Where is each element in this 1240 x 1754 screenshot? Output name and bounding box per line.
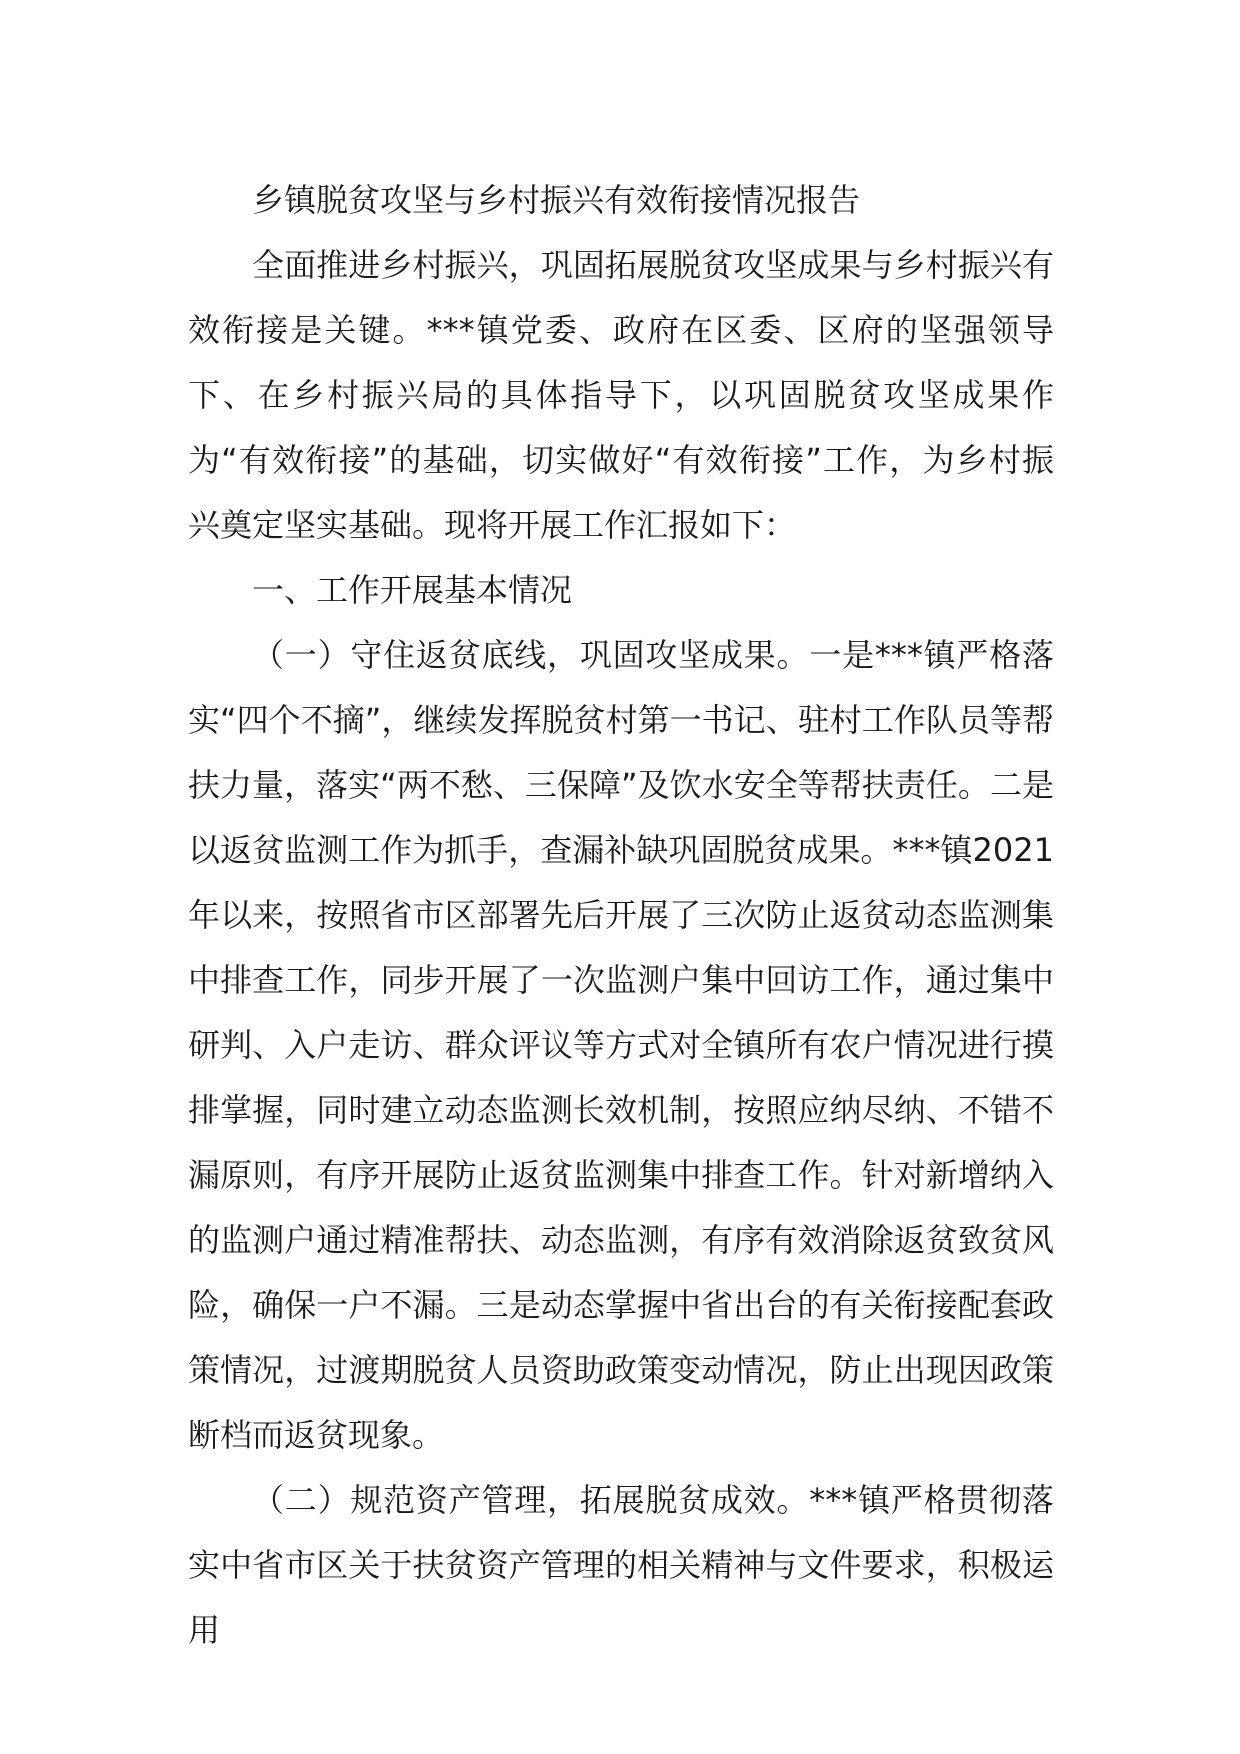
section-heading: 一、工作开展基本情况 — [252, 571, 573, 609]
paragraph-section-2: （二）规范资产管理，拓展脱贫成效。***镇严格贯彻落实中省市区关于扶贫资产管理的相关精神与文件要求，积极运用 — [188, 1481, 1054, 1649]
paragraph-intro: 全面推进乡村振兴，巩固拓展脱贫攻坚成果与乡村振兴有效衔接是关键。***镇党委、政府在区委、区府的坚强领导下、在乡村振兴局的具体指导下，以巩固脱贫攻坚成果作为“有效衔接”的基础，切实做好“有效衔接”工作，为乡村振兴奠定坚实基础。现将开展工作汇报如下： — [188, 246, 1054, 544]
paragraph-section-1: （一）守住返贫底线，巩固攻坚成果。一是***镇严格落实“四个不摘”，继续发挥脱贫村第一书记、驻村工作队员等帮扶力量，落实“两不愁、三保障”及饮水安全等帮扶责任。二是以返贫监测工作为抓手，查漏补缺巩固脱贫成果。***镇2021年以来，按照省市区部署先后开展了三次防止返贫动态监测集中排查工作，同步开展了一次监测户集中回访工作，通过集中研判、入户走访、群众评议等方式对全镇所有农户情况进行摸排掌握，同时建立动态监测长效机制，按照应纳尽纳、不错不漏原则，有序开展防止返贫监测集中排查工作。针对新增纳入的监测户通过精准帮扶、动态监测，有序有效消除返贫致贫风险，确保一户不漏。三是动态掌握中省出台的有关衔接配套政策情况，过渡期脱贫人员资助政策变动情况，防止出现因政策断档而返贫现象。 — [188, 636, 1054, 1454]
document-body — [188, 168, 1054, 1663]
document-title: 乡镇脱贫攻坚与乡村振兴有效衔接情况报告 — [252, 181, 861, 219]
